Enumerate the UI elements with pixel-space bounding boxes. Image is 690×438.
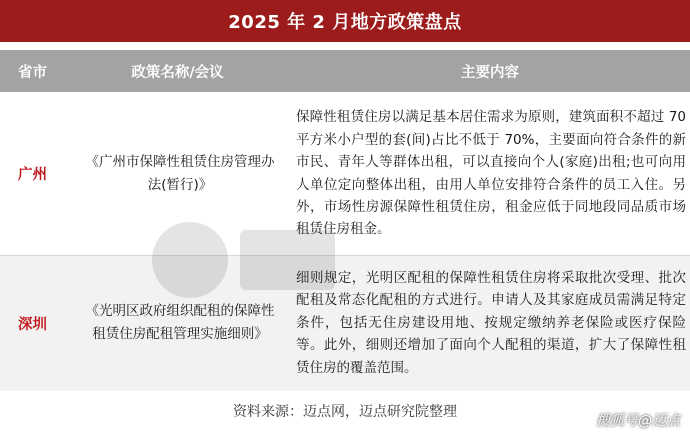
- header-policy-name: 政策名称/会议: [131, 64, 224, 81]
- table-title: 2025 年 2 月地方政策盘点: [0, 0, 690, 42]
- policy-name-cell: 《光明区政府组织配租的保障性租赁住房配租管理实施细则》: [85, 303, 275, 342]
- policy-name-cell: 《广州市保障性租赁住房管理办法(暂行)》: [85, 153, 275, 193]
- province-cell: 深圳: [18, 316, 47, 333]
- province-cell: 广州: [18, 167, 47, 183]
- table-header: [0, 50, 690, 92]
- content-cell: 保障性租赁住房以满足基本居住需求为原则，建筑面积不超过 70 平方米小户型的套(间)占比不低于 70%，主要面向符合条件的新市民、青年人等群体出租，可以直接向个人(家庭)出租;也可向用人单位定向整体出租，由用人单位安排符合条件的员工入住。另外，市场性房源保障性租赁住房，租金应低于同地段同品质市场租赁住房租金。: [296, 109, 686, 238]
- table-row: [0, 92, 690, 255]
- source-note: 资料来源：迈点网，迈点研究院整理: [233, 404, 457, 420]
- row-divider: [0, 255, 690, 256]
- header-province: 省市: [18, 64, 47, 81]
- content-cell: 细则规定，光明区配租的保障性租赁住房将采取批次受理、批次配租及常态化配租的方式进行。申请人及其家庭成员需满足特定条件，包括无住房建设用地、按规定缴纳养老保险或医疗保险等。此外，细则还增加了面向个人配租的渠道，扩大了保障性租赁住房的覆盖范围。: [296, 269, 686, 376]
- header-content: 主要内容: [461, 64, 519, 81]
- table-row: [0, 255, 690, 391]
- platform-watermark: 搜狐号@迈点: [596, 413, 680, 429]
